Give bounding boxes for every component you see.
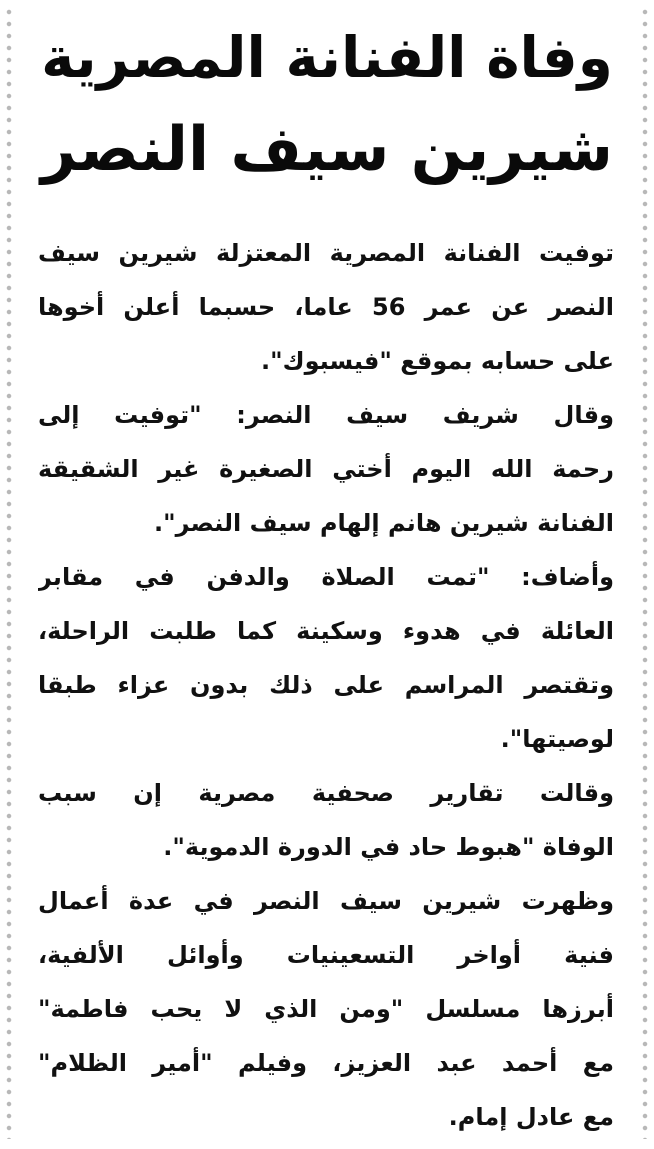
body-line: العائلة في هدوء وسكينة كما طلبت الراحلة، bbox=[38, 617, 614, 645]
body-line: وقال شريف سيف النصر: "توفيت إلى bbox=[38, 401, 614, 429]
article-headline bbox=[40, 14, 614, 194]
body-line: وقالت تقارير صحفية مصرية إن سبب bbox=[38, 779, 614, 807]
dotted-border-right bbox=[642, 6, 648, 1139]
body-line: لوصيتها". bbox=[500, 725, 614, 753]
body-line: الوفاة "هبوط حاد في الدورة الدموية". bbox=[163, 833, 614, 861]
body-line: توفيت الفنانة المصرية المعتزلة شيرين سيف bbox=[38, 239, 614, 267]
body-line: رحمة الله اليوم أختي الصغيرة غير الشقيقة bbox=[38, 455, 614, 483]
article-body bbox=[38, 226, 614, 1144]
headline-line-2: شيرين سيف النصر bbox=[40, 113, 614, 185]
body-line: وظهرت شيرين سيف النصر في عدة أعمال bbox=[38, 887, 614, 915]
body-line: على حسابه بموقع "فيسبوك". bbox=[261, 347, 614, 375]
dotted-border-left bbox=[6, 6, 12, 1139]
body-line: مع عادل إمام. bbox=[448, 1103, 614, 1131]
body-line: فنية أواخر التسعينيات وأوائل الألفية، bbox=[38, 941, 614, 969]
body-line: وأضاف: "تمت الصلاة والدفن في مقابر bbox=[38, 563, 614, 591]
body-line: النصر عن عمر 56 عاما، حسبما أعلن أخوها bbox=[38, 293, 614, 321]
body-line: الفنانة شيرين هانم إلهام سيف النصر". bbox=[154, 509, 614, 537]
headline-line-1: وفاة الفنانة المصرية bbox=[41, 26, 613, 91]
body-line: أبرزها مسلسل "ومن الذي لا يحب فاطمة" bbox=[38, 995, 614, 1023]
body-line: مع أحمد عبد العزيز، وفيلم "أمير الظلام" bbox=[38, 1049, 614, 1077]
body-line: وتقتصر المراسم على ذلك بدون عزاء طبقا bbox=[38, 671, 614, 699]
